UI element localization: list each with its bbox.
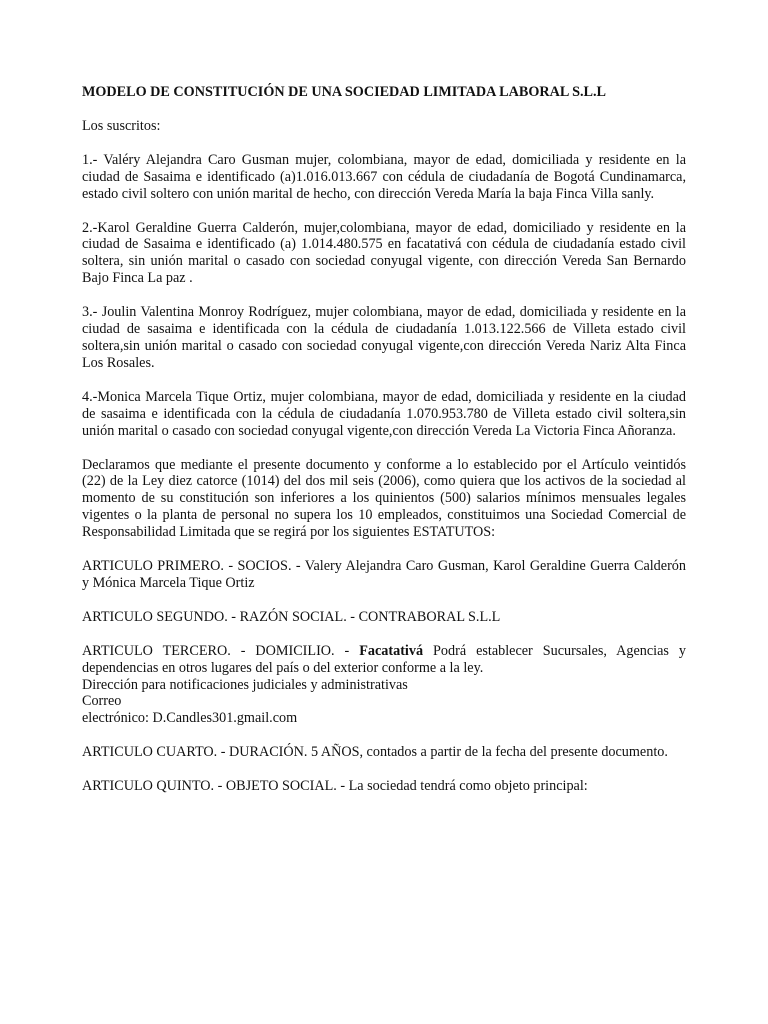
document-title: MODELO DE CONSTITUCIÓN DE UNA SOCIEDAD LIMITADA LABORAL S.L.L [82,84,606,100]
intro-paragraph: Los suscritos: [82,117,161,134]
article-3-prefix: ARTICULO TERCERO. - DOMICILIO. - [82,642,360,659]
socio-3-paragraph: 3.- Joulin Valentina Monroy Rodríguez, mujer colombiana, mayor de edad, domiciliada y residente en la ciudad de sasaima e identificada con la cédula de ciudadanía 1.013.122.566 de Villeta estado civil soltera,sin unión marital o casado con sociedad conyugal vigente,con dirección Vereda Nariz Alta Finca Los Rosales. [82,304,686,371]
article-1-paragraph: ARTICULO PRIMERO. - SOCIOS. - Valery Alejandra Caro Gusman, Karol Geraldine Guerra Calderón y Mónica Marcela Tique Ortiz [82,558,686,591]
socio-4-paragraph: 4.-Monica Marcela Tique Ortiz, mujer colombiana, mayor de edad, domiciliada y residente en la ciudad de sasaima e identificada con la cédula de ciudadanía 1.070.953.780 de Villeta estado civil soltera,sin unión marital o casado con sociedad conyugal vigente,con dirección Vereda La Victoria Finca Añoranza. [82,388,686,439]
article-3-block [82,643,686,728]
article-3-address-label: Dirección para notificaciones judiciales y administrativas [82,676,408,693]
article-4-paragraph: ARTICULO CUARTO. - DURACIÓN. 5 AÑOS, contados a partir de la fecha del presente documento. [82,744,668,761]
article-3-city: Facatativá [359,642,424,659]
declaration-paragraph: Declaramos que mediante el presente documento y conforme a lo establecido por el Artículo veintidós (22) de la Ley diez catorce (1014) del dos mil seis (2006), como quiera que los activos de la sociedad al momento de su constitución son inferiores a los quinientos (500) salarios mínimos mensuales legales vigentes o la planta de personal no supera los 10 empleados, constituimos una Sociedad Comercial de Responsabilidad Limitada que se regirá por los siguientes ESTATUTOS: [82,456,686,541]
article-3-email: electrónico: D.Candles301.gmail.com [82,710,298,727]
document-page [82,84,686,812]
article-2-paragraph: ARTICULO SEGUNDO. - RAZÓN SOCIAL. - CONTRABORAL S.L.L [82,608,501,625]
socio-2-paragraph: 2.-Karol Geraldine Guerra Calderón, mujer,colombiana, mayor de edad, domiciliado y residente en la ciudad de Sasaima e identificado (a) 1.014.480.575 en facatativá con cédula de ciudadanía estado civil soltera, sin unión marital o casado con sociedad conyugal vigente, con dirección Vereda San Bernardo Bajo Finca La paz . [82,219,686,287]
socio-1-paragraph: 1.- Valéry Alejandra Caro Gusman mujer, colombiana, mayor de edad, domiciliada y residente en la ciudad de Sasaima e identificado (a)1.016.013.667 con cédula de ciudadanía de Bogotá Cundinamarca, estado civil soltero con unión marital de hecho, con dirección Vereda María la baja Finca Villa sanly. [82,151,686,202]
article-5-paragraph: ARTICULO QUINTO. - OBJETO SOCIAL. - La sociedad tendrá como objeto principal: [82,778,588,795]
article-3-correo-label: Correo [82,693,122,710]
article-3-rest: Podrá establecer Sucursales, Agencias y dependencias en otros lugares del país o del exterior conforme a la ley. [82,642,686,676]
article-3-paragraph [82,643,686,677]
